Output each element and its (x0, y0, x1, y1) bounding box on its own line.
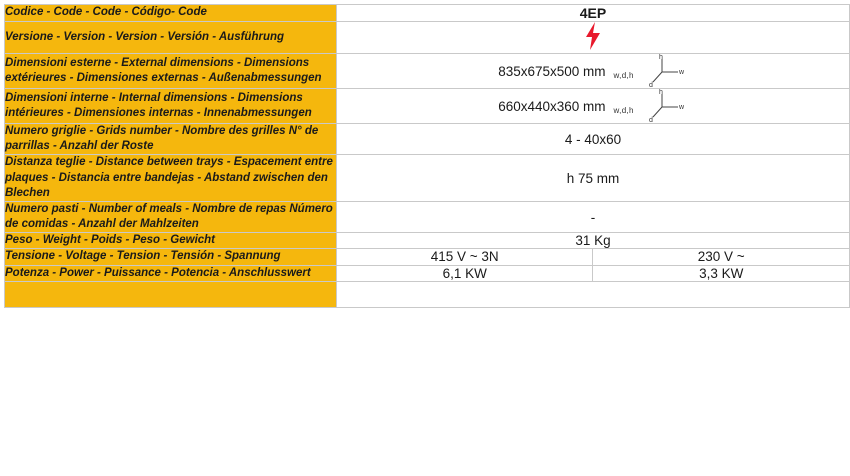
table-row (5, 233, 850, 249)
row-value-peso: 31 Kg (336, 233, 849, 249)
table-row (5, 89, 850, 124)
spec-sheet (0, 4, 850, 476)
row-value-codice: 4EP (336, 5, 849, 22)
row-label-codice: Codice - Code - Code - Código- Code (5, 5, 337, 22)
row-value-dimensioni-interne (336, 89, 849, 124)
lightning-bolt-icon (585, 22, 601, 53)
row-value-dimensioni-esterne (336, 54, 849, 89)
table-row-footer (5, 281, 850, 307)
footer-label-cell (5, 281, 337, 307)
axis-diagram-icon (642, 89, 688, 123)
row-value-potenza-right: 3,3 KW (593, 265, 850, 281)
row-label-dimensioni-interne: Dimensioni interne - Internal dimensions - Dimensions intérieures - Dimensiones internas - Innenabmessungen (5, 89, 337, 124)
table-row (5, 265, 850, 281)
row-label-numero-pasti: Numero pasti - Number of meals - Nombre de repas Número de comidas - Anzahl der Mahlzeiten (5, 201, 337, 232)
internal-dimensions-text: 660x440x360 mm (498, 98, 606, 114)
row-value-numero-pasti: - (336, 201, 849, 232)
specifications-table (4, 4, 850, 308)
table-row (5, 249, 850, 265)
row-value-versione (336, 22, 849, 54)
table-row (5, 201, 850, 232)
row-value-distanza-teglie: h 75 mm (336, 155, 849, 202)
footer-value-cell (336, 281, 849, 307)
svg-text:d: d (648, 117, 653, 123)
table-row (5, 124, 850, 155)
external-dimensions-text: 835x675x500 mm (498, 63, 606, 79)
row-label-distanza-teglie: Distanza teglie - Distance between trays - Espacement entre plaques - Distancia entre bandejas - Abstand zwischen den Blechen (5, 155, 337, 202)
row-label-versione: Versione - Version - Version - Versión - Ausführung (5, 22, 337, 54)
row-label-potenza: Potenza - Power - Puissance - Potencia - Anschlusswert (5, 265, 337, 281)
row-label-dimensioni-esterne: Dimensioni esterne - External dimensions - Dimensions extérieures - Dimensiones externas - Außenabmessungen (5, 54, 337, 89)
row-value-numero-griglie: 4 - 40x60 (336, 124, 849, 155)
row-value-tensione-right: 230 V ~ (593, 249, 850, 265)
svg-text:w: w (678, 104, 684, 111)
svg-text:w: w (678, 69, 684, 76)
external-axis-order-label: w,d,h (613, 70, 634, 80)
svg-text:h: h (658, 54, 663, 61)
table-row (5, 54, 850, 89)
table-row (5, 5, 850, 22)
row-label-tensione: Tensione - Voltage - Tension - Tensión - Spannung (5, 249, 337, 265)
row-value-tensione-left: 415 V ~ 3N (336, 249, 593, 265)
table-row (5, 155, 850, 202)
axis-diagram-icon (642, 54, 688, 88)
svg-text:d: d (648, 82, 653, 88)
row-label-peso: Peso - Weight - Poids - Peso - Gewicht (5, 233, 337, 249)
internal-axis-order-label: w,d,h (613, 105, 634, 115)
svg-text:h: h (658, 89, 663, 96)
row-label-numero-griglie: Numero griglie - Grids number - Nombre des grilles N° de parrillas - Anzahl der Roste (5, 124, 337, 155)
row-value-potenza-left: 6,1 KW (336, 265, 593, 281)
table-row (5, 22, 850, 54)
